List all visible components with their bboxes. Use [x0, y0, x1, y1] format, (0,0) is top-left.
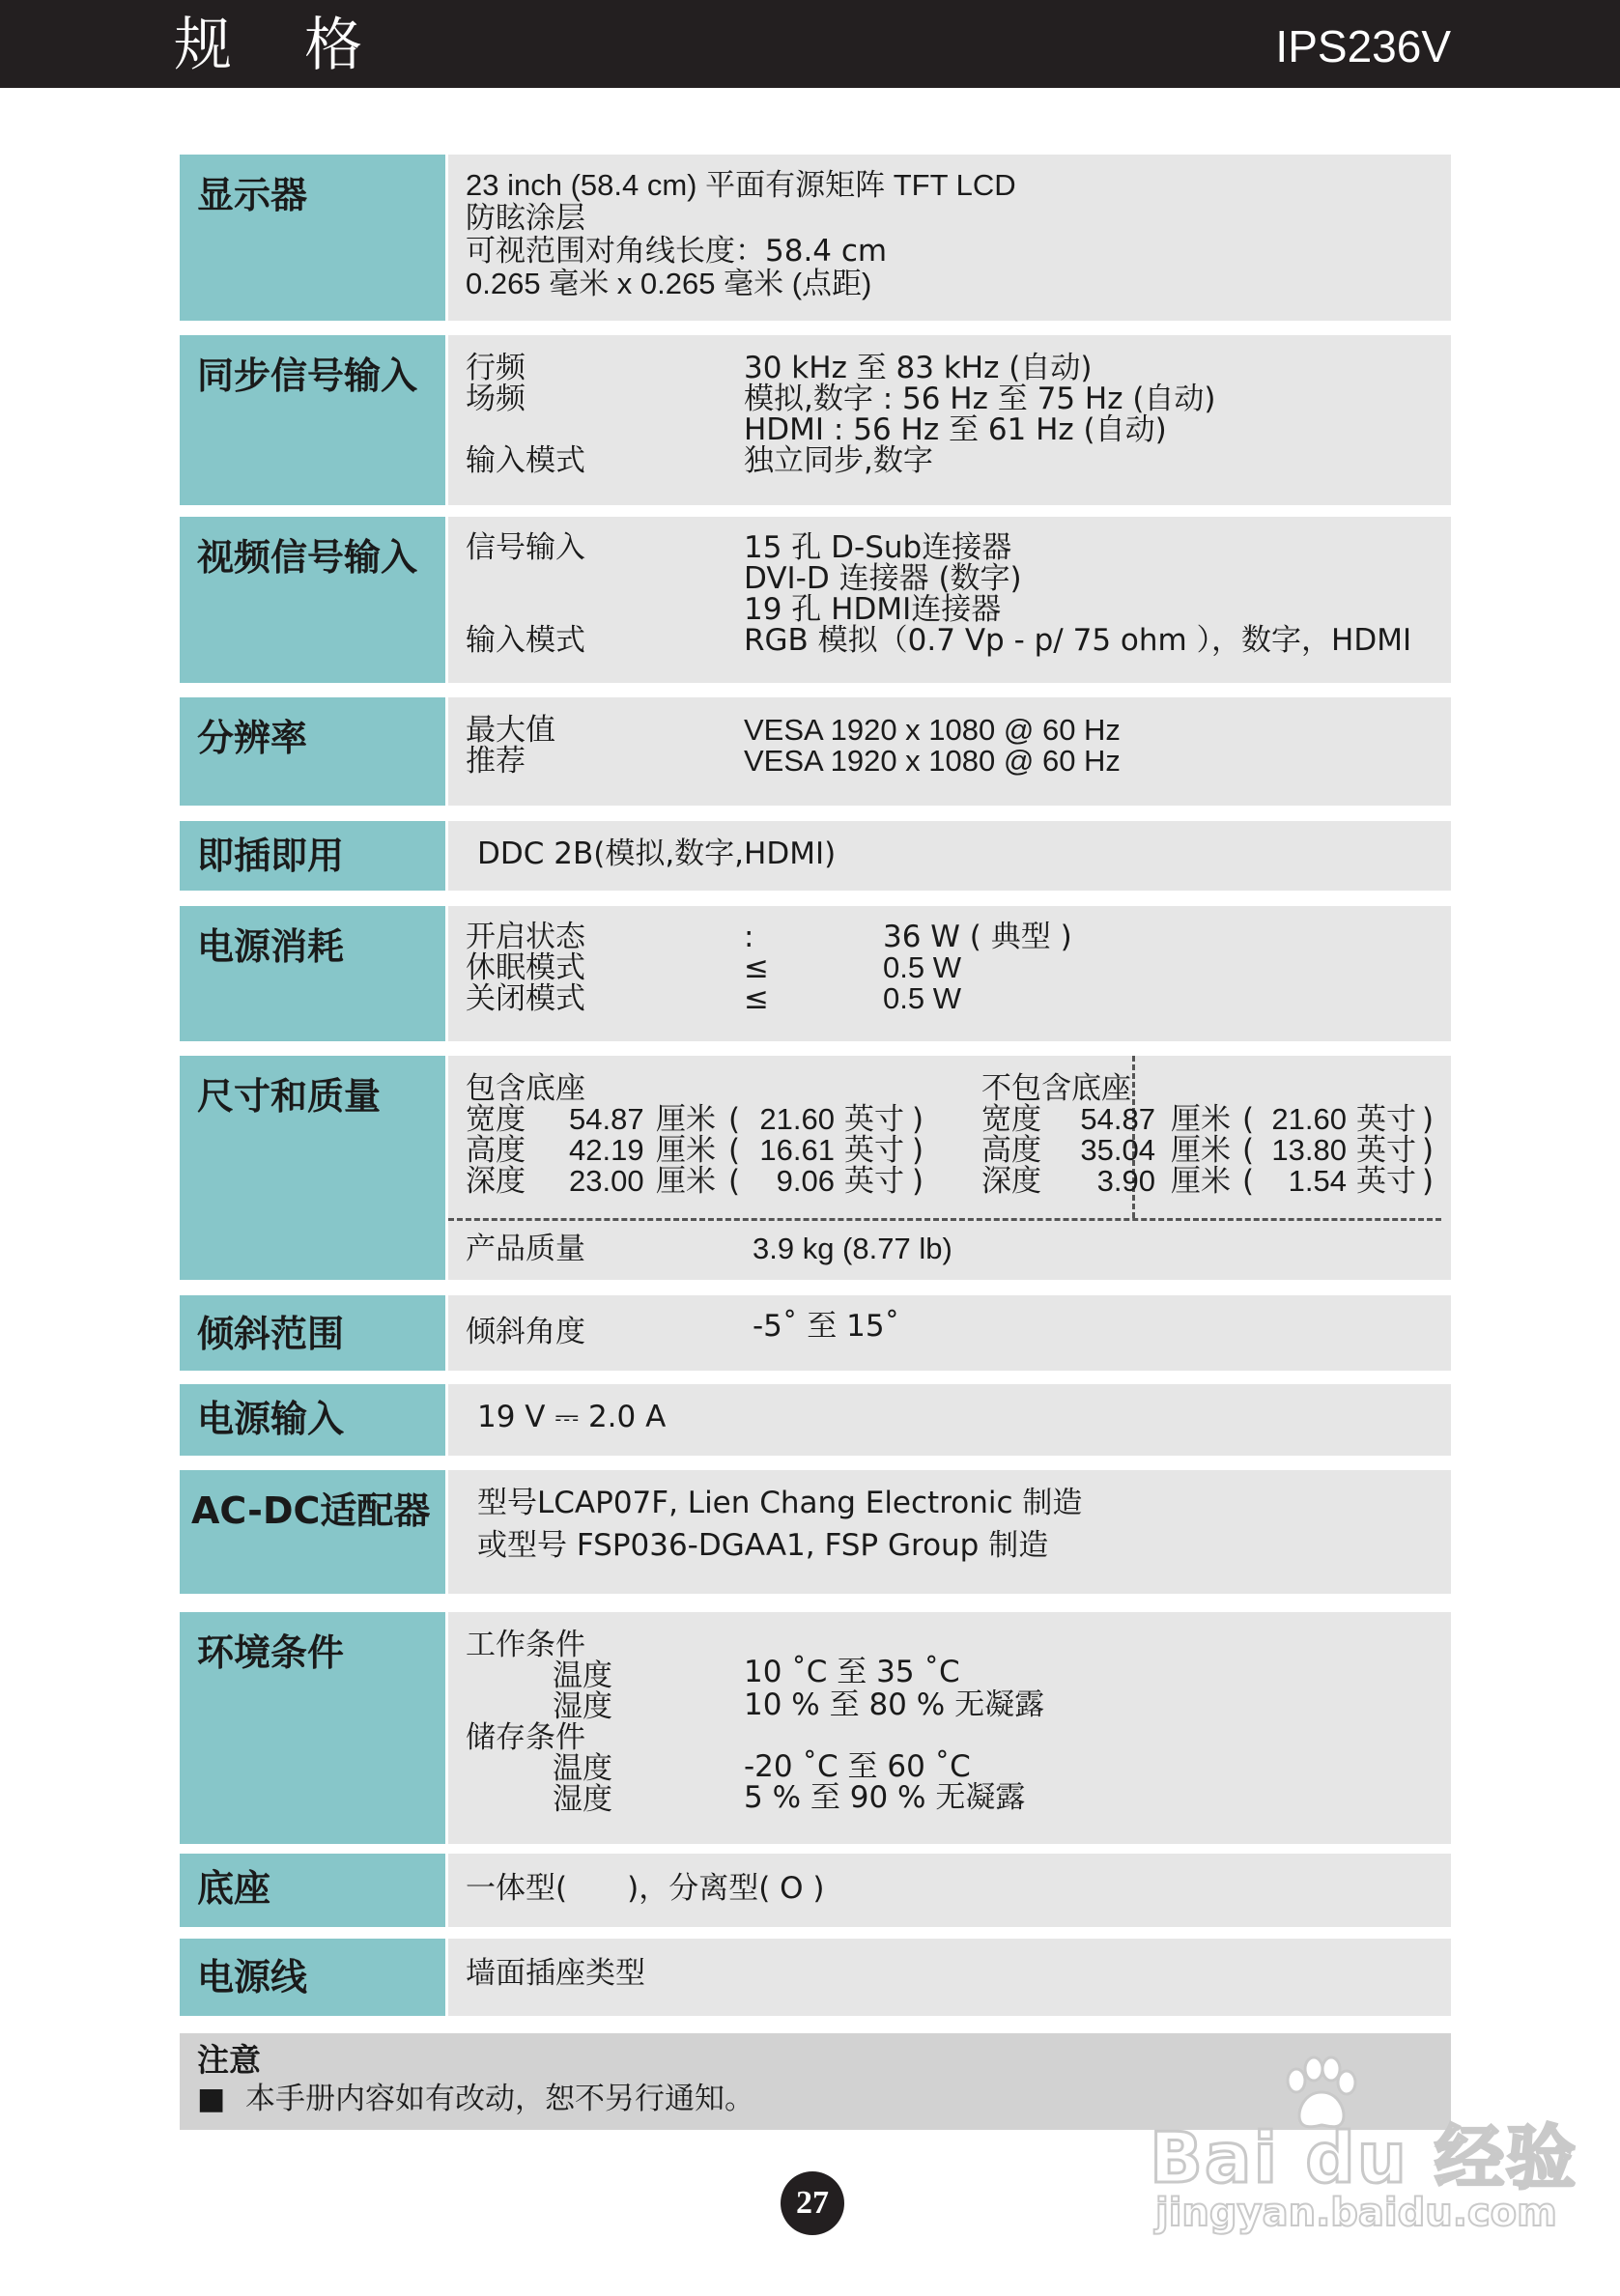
paren-close: ) — [1422, 1133, 1435, 1168]
spec-row-sync — [180, 335, 1451, 505]
spec-value: 墙面插座类型 — [466, 1956, 645, 1991]
unit-in: 英寸 — [1356, 1164, 1416, 1199]
spec-label-cell — [180, 1295, 445, 1371]
divider-horizontal — [448, 1218, 1441, 1221]
spec-row-display — [180, 155, 1451, 321]
spec-content-cell — [445, 821, 1451, 891]
spec-row-tilt — [180, 1295, 1451, 1371]
spec-label: AC-DC适配器 — [191, 1489, 431, 1532]
unit-cm: 厘米 — [656, 1133, 716, 1168]
dim-cm: 35.04 — [1080, 1133, 1155, 1167]
paren-open: ( — [728, 1102, 741, 1137]
unit-cm: 厘米 — [1171, 1102, 1231, 1137]
spec-label-cell — [180, 1056, 445, 1280]
spec-label: 同步信号输入 — [197, 354, 418, 397]
spec-separator: ≤ — [744, 950, 769, 985]
spec-value: 0.5 W — [883, 981, 961, 1015]
spec-key: 输入模式 — [466, 623, 585, 658]
spec-value: 30 kHz 至 83 kHz (自动) — [744, 351, 1093, 385]
spec-value: 模拟,数字 : 56 Hz 至 75 Hz (自动) — [744, 382, 1216, 416]
spec-line: 防眩涂层 — [466, 201, 585, 236]
env-key: 温度 — [553, 1751, 612, 1786]
note-title: 注意 — [197, 2041, 261, 2079]
spec-key: 输入模式 — [466, 443, 585, 478]
note-text: 本手册内容如有改动，恕不另行通知。 — [245, 2082, 754, 2116]
dim-name: 宽度 — [981, 1102, 1041, 1137]
env-key: 温度 — [553, 1658, 612, 1693]
spec-key: 关闭模式 — [466, 981, 585, 1016]
spec-key: 行频 — [466, 351, 526, 385]
spec-label-cell — [180, 1612, 445, 1844]
spec-key: 最大值 — [466, 713, 555, 748]
spec-line: 可视范围对角线长度：58.4 cm — [466, 234, 888, 269]
spec-row-stand — [180, 1854, 1451, 1927]
spec-label-cell — [180, 1470, 445, 1594]
spec-row-video — [180, 517, 1451, 683]
spec-row-environment — [180, 1612, 1451, 1844]
spec-line: 23 inch (58.4 cm) 平面有源矩阵 TFT LCD — [466, 168, 1016, 202]
unit-in: 英寸 — [1356, 1133, 1416, 1168]
spec-label-cell — [180, 821, 445, 891]
spec-content-cell — [445, 1612, 1451, 1844]
dim-name: 深度 — [981, 1164, 1041, 1199]
spec-label: 电源输入 — [197, 1398, 345, 1440]
spec-content-cell — [445, 335, 1451, 505]
bullet-icon: ■ — [197, 2082, 226, 2116]
spec-label-cell — [180, 1384, 445, 1456]
spec-value: VESA 1920 x 1080 @ 60 Hz — [744, 744, 1121, 778]
model-name: IPS236V — [1275, 21, 1451, 71]
spec-content-cell — [445, 1854, 1451, 1927]
dim-cm: 42.19 — [569, 1133, 644, 1167]
spec-value: RGB 模拟（0.7 Vp - p/ 75 ohm ），数字，HDMI — [744, 623, 1412, 658]
paren-open: ( — [1242, 1133, 1255, 1168]
spec-row-resolution — [180, 697, 1451, 806]
dim-in: 21.60 — [759, 1102, 835, 1136]
spec-row-plugplay — [180, 821, 1451, 891]
dim-name: 宽度 — [466, 1102, 526, 1137]
watermark-logo-text: Bai du 经验 — [1150, 2117, 1578, 2198]
spec-content-cell — [445, 1384, 1451, 1456]
dim-in: 21.60 — [1271, 1102, 1347, 1136]
dim-cm: 23.00 — [569, 1164, 644, 1198]
spec-content-cell — [445, 1295, 1451, 1371]
spec-row-power-input — [180, 1384, 1451, 1456]
dim-cm: 3.90 — [1096, 1164, 1155, 1198]
spec-line: 0.265 毫米 x 0.265 毫米 (点距) — [466, 267, 872, 300]
spec-label-cell — [180, 155, 445, 321]
spec-label: 尺寸和质量 — [197, 1075, 382, 1118]
spec-label: 环境条件 — [197, 1631, 345, 1674]
without-stand-title: 不包含底座 — [981, 1071, 1131, 1106]
spec-value: 或型号 FSP036-DGAA1, FSP Group 制造 — [477, 1528, 1049, 1563]
dim-in: 1.54 — [1288, 1164, 1347, 1198]
env-value: 10 % 至 80 % 无凝露 — [744, 1687, 1045, 1722]
spec-separator: ≤ — [744, 981, 769, 1016]
unit-cm: 厘米 — [656, 1164, 716, 1199]
spec-content-cell — [445, 1470, 1451, 1594]
spec-content-cell — [445, 517, 1451, 683]
spec-content-cell — [445, 155, 1451, 321]
spec-row-dimensions — [180, 1056, 1451, 1280]
spec-value: 型号LCAP07F, Lien Chang Electronic 制造 — [477, 1486, 1083, 1520]
env-value: -20 ˚C 至 60 ˚C — [744, 1749, 971, 1784]
spec-label: 分辨率 — [197, 717, 308, 759]
spec-value: HDMI : 56 Hz 至 61 Hz (自动) — [744, 412, 1167, 447]
spec-label-cell — [180, 906, 445, 1041]
spec-key: 场频 — [466, 382, 526, 416]
unit-in: 英寸 — [1356, 1102, 1416, 1137]
unit-in: 英寸 — [844, 1164, 904, 1199]
spec-label-cell — [180, 517, 445, 683]
spec-content-cell — [445, 906, 1451, 1041]
spec-row-power — [180, 906, 1451, 1041]
env-group-label: 工作条件 — [466, 1628, 585, 1662]
unit-in: 英寸 — [844, 1102, 904, 1137]
header-bar — [0, 0, 1620, 88]
paren-open: ( — [728, 1133, 741, 1168]
env-key: 湿度 — [553, 1782, 612, 1817]
weight-value: 3.9 kg (8.77 lb) — [753, 1232, 952, 1265]
spec-content-cell — [445, 1939, 1451, 2016]
weight-label: 产品质量 — [466, 1232, 585, 1266]
dim-name: 高度 — [981, 1133, 1041, 1168]
spec-value: DDC 2B(模拟,数字,HDMI) — [477, 836, 837, 871]
paren-close: ) — [1422, 1102, 1435, 1137]
spec-value: 独立同步,数字 — [744, 443, 933, 478]
paren-open: ( — [728, 1164, 741, 1199]
spec-row-cord — [180, 1939, 1451, 2016]
dim-in: 13.80 — [1271, 1133, 1347, 1167]
paren-close: ) — [1422, 1164, 1435, 1199]
spec-value: 36 W ( 典型 ) — [883, 920, 1072, 954]
spec-key: 推荐 — [466, 744, 526, 779]
spec-value: -5˚ 至 15˚ — [753, 1309, 900, 1344]
spec-key: 倾斜角度 — [466, 1315, 585, 1349]
spec-key: 休眠模式 — [466, 950, 585, 985]
with-stand-title: 包含底座 — [466, 1071, 585, 1106]
spec-separator: : — [744, 920, 754, 954]
spec-label-cell — [180, 697, 445, 806]
spec-value: 19 V ⎓ 2.0 A — [477, 1400, 667, 1434]
spec-label: 即插即用 — [197, 835, 345, 877]
watermark-url: jingyan.baidu.com — [1155, 2191, 1557, 2235]
spec-value: 0.5 W — [883, 950, 961, 984]
spec-label-cell — [180, 1939, 445, 2016]
spec-value: 15 孔 D-Sub连接器 — [744, 530, 1012, 565]
dim-in: 9.06 — [776, 1164, 835, 1198]
env-value: 5 % 至 90 % 无凝露 — [744, 1780, 1026, 1815]
page-number: 27 — [781, 2171, 844, 2235]
spec-label: 电源消耗 — [197, 925, 345, 968]
unit-cm: 厘米 — [1171, 1164, 1231, 1199]
dim-cm: 54.87 — [569, 1102, 644, 1136]
spec-content-cell — [445, 1056, 1451, 1280]
spec-label: 显示器 — [197, 174, 308, 216]
spec-value: 一体型( )，分离型( O ) — [466, 1871, 825, 1906]
dim-name: 深度 — [466, 1164, 526, 1199]
spec-row-adapter — [180, 1470, 1451, 1594]
spec-content-cell — [445, 697, 1451, 806]
env-group-label: 储存条件 — [466, 1720, 585, 1755]
spec-key: 开启状态 — [466, 920, 585, 954]
unit-cm: 厘米 — [656, 1102, 716, 1137]
env-key: 湿度 — [553, 1689, 612, 1724]
spec-label-cell — [180, 1854, 445, 1927]
paren-close: ) — [912, 1102, 924, 1137]
env-value: 10 ˚C 至 35 ˚C — [744, 1655, 960, 1689]
dim-in: 16.61 — [759, 1133, 835, 1167]
dim-name: 高度 — [466, 1133, 526, 1168]
spec-label: 电源线 — [197, 1956, 308, 1998]
spec-label: 底座 — [197, 1867, 271, 1910]
paren-open: ( — [1242, 1102, 1255, 1137]
page-title: 规 格 — [174, 12, 390, 79]
spec-value: VESA 1920 x 1080 @ 60 Hz — [744, 713, 1121, 747]
paren-close: ) — [912, 1133, 924, 1168]
spec-value: DVI-D 连接器 (数字) — [744, 561, 1022, 596]
spec-label: 视频信号输入 — [197, 536, 418, 579]
paren-close: ) — [912, 1164, 924, 1199]
unit-cm: 厘米 — [1171, 1133, 1231, 1168]
unit-in: 英寸 — [844, 1133, 904, 1168]
dim-cm: 54.87 — [1080, 1102, 1155, 1136]
spec-key: 信号输入 — [466, 530, 585, 565]
spec-value: 19 孔 HDMI连接器 — [744, 592, 1002, 627]
paren-open: ( — [1242, 1164, 1255, 1199]
spec-label-cell — [180, 335, 445, 505]
watermark — [1150, 2055, 1578, 2249]
spec-label: 倾斜范围 — [197, 1313, 345, 1355]
